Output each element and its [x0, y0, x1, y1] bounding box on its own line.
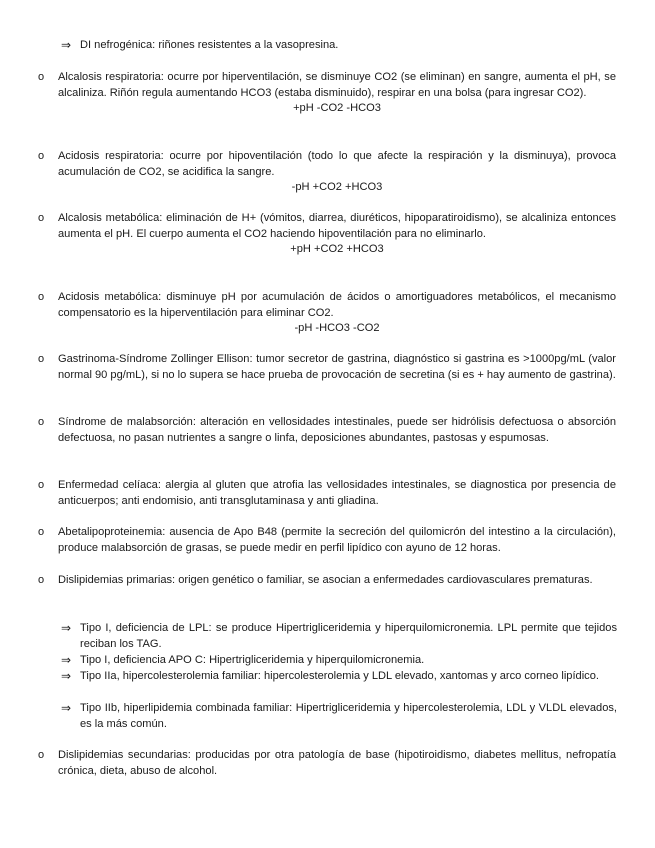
list-item-celiaca: [38, 478, 618, 509]
item-formula: +pH +CO2 +HCO3: [290, 243, 384, 256]
list-item-alcalosis-respiratoria: [38, 70, 618, 117]
list-item-acidosis-metabolica: [38, 290, 618, 337]
list-item-dislipidemias-primarias: [38, 573, 618, 589]
item-text: Acidosis respiratoria: ocurre por hipoventilación (todo lo que afecte la respiración y la disminuya), provoca acumulación de CO2, se acidifica la sangre.: [58, 150, 616, 178]
bullet-icon: o: [38, 416, 45, 428]
right-double-arrow-icon: ⇒: [61, 669, 72, 683]
intro-arrow-text: DI nefrogénica: riñones resistentes a la vasopresina.: [80, 39, 339, 51]
item-formula: -pH -HCO3 -CO2: [294, 322, 380, 335]
bullet-icon: o: [38, 150, 45, 162]
bullet-icon: o: [38, 574, 45, 586]
item-text: Enfermedad celíaca: alergia al gluten que atrofia las vellosidades intestinales, se diagnostica por presencia de anticuerpos; anti endomisio, anti transglutaminasa y anti gliadina.: [58, 479, 616, 507]
item-formula: +pH -CO2 -HCO3: [293, 102, 381, 115]
intro-arrow-item: [61, 38, 621, 54]
sub-item-text: Tipo I, deficiencia de LPL: se produce Hipertrigliceridemia y hiperquilomicronemia. LPL permite que tejidos reciban los TAG.: [80, 622, 617, 650]
item-text: Acidosis metabólica: disminuye pH por acumulación de ácidos o amortiguadores metabólicos, el mecanismo compensatorio es la hiperventilación para eliminar CO2.: [58, 291, 616, 319]
bullet-icon: o: [38, 212, 45, 224]
right-double-arrow-icon: ⇒: [61, 621, 72, 635]
item-text: Abetalipoproteinemia: ausencia de Apo B48 (permite la secreción del quilomicrón del intestino a la circulación), produce malabsorción de grasas, se puede medir en perfil lipídico con ayuno de 12 horas.: [58, 526, 616, 554]
item-formula: -pH +CO2 +HCO3: [291, 181, 383, 194]
sub-item-tipo-i-lpl: [61, 621, 617, 652]
sub-item-text: Tipo IIb, hiperlipidemia combinada familiar: Hipertrigliceridemia y hipercolesterolemia, LDL y VLDL elevados, es la más común.: [80, 702, 617, 730]
bullet-icon: o: [38, 353, 45, 365]
bullet-icon: o: [38, 71, 45, 83]
item-text: Dislipidemias secundarias: producidas por otra patología de base (hipotiroidismo, diabetes mellitus, nefropatía crónica, dieta, abuso de alcohol.: [58, 749, 616, 777]
list-item-dislipidemias-secundarias: [38, 748, 618, 779]
list-item-malabsorcion: [38, 415, 618, 446]
sub-item-tipo-i-apoc: [61, 653, 617, 669]
list-item-acidosis-respiratoria: [38, 149, 618, 196]
bullet-icon: o: [38, 479, 45, 491]
bullet-icon: o: [38, 526, 45, 538]
sub-item-text: Tipo IIa, hipercolesterolemia familiar: hipercolesterolemia y LDL elevado, xantomas y arco corneo lipídico.: [80, 670, 599, 682]
right-double-arrow-icon: ⇒: [61, 701, 72, 715]
list-item-gastrinoma: [38, 352, 618, 383]
list-item-abetalipoproteinemia: [38, 525, 618, 556]
sub-item-tipo-iib: [61, 701, 617, 732]
bullet-icon: o: [38, 291, 45, 303]
bullet-icon: o: [38, 749, 45, 761]
item-text: Dislipidemias primarias: origen genético o familiar, se asocian a enfermedades cardiovasculares prematuras.: [58, 574, 593, 586]
item-text: Gastrinoma-Síndrome Zollinger Ellison: tumor secretor de gastrina, diagnóstico si gastrina es >1000pg/mL (valor normal 90 pg/mL), si no lo supera se hace prueba de provocación de secretina (si es + hay aumento de gastrina).: [58, 353, 616, 381]
list-item-alcalosis-metabolica: [38, 211, 618, 258]
item-text: Alcalosis respiratoria: ocurre por hiperventilación, se disminuye CO2 (se eliminan) en sangre, aumenta el pH, se alcaliniza. Riñón regula aumentando HCO3 (estaba disminuido), respirar en una bolsa (para ingresar CO2).: [58, 71, 616, 99]
sub-item-tipo-iia: [61, 669, 617, 685]
item-text: Alcalosis metabólica: eliminación de H+ (vómitos, diarrea, diuréticos, hipoparatiroidismo), se alcaliniza entonces aumenta el pH. El cuerpo aumenta el CO2 haciendo hipoventilación para no eliminarlo.: [58, 212, 616, 240]
right-double-arrow-icon: ⇒: [61, 38, 72, 52]
item-text: Síndrome de malabsorción: alteración en vellosidades intestinales, puede ser hidrólisis defectuosa o absorción defectuosa, no pasan nutrientes a sangre o linfa, deposiciones abundantes, pastosas y espumosas.: [58, 416, 616, 444]
right-double-arrow-icon: ⇒: [61, 653, 72, 667]
sub-item-text: Tipo I, deficiencia APO C: Hipertrigliceridemia y hiperquilomicronemia.: [80, 654, 425, 666]
